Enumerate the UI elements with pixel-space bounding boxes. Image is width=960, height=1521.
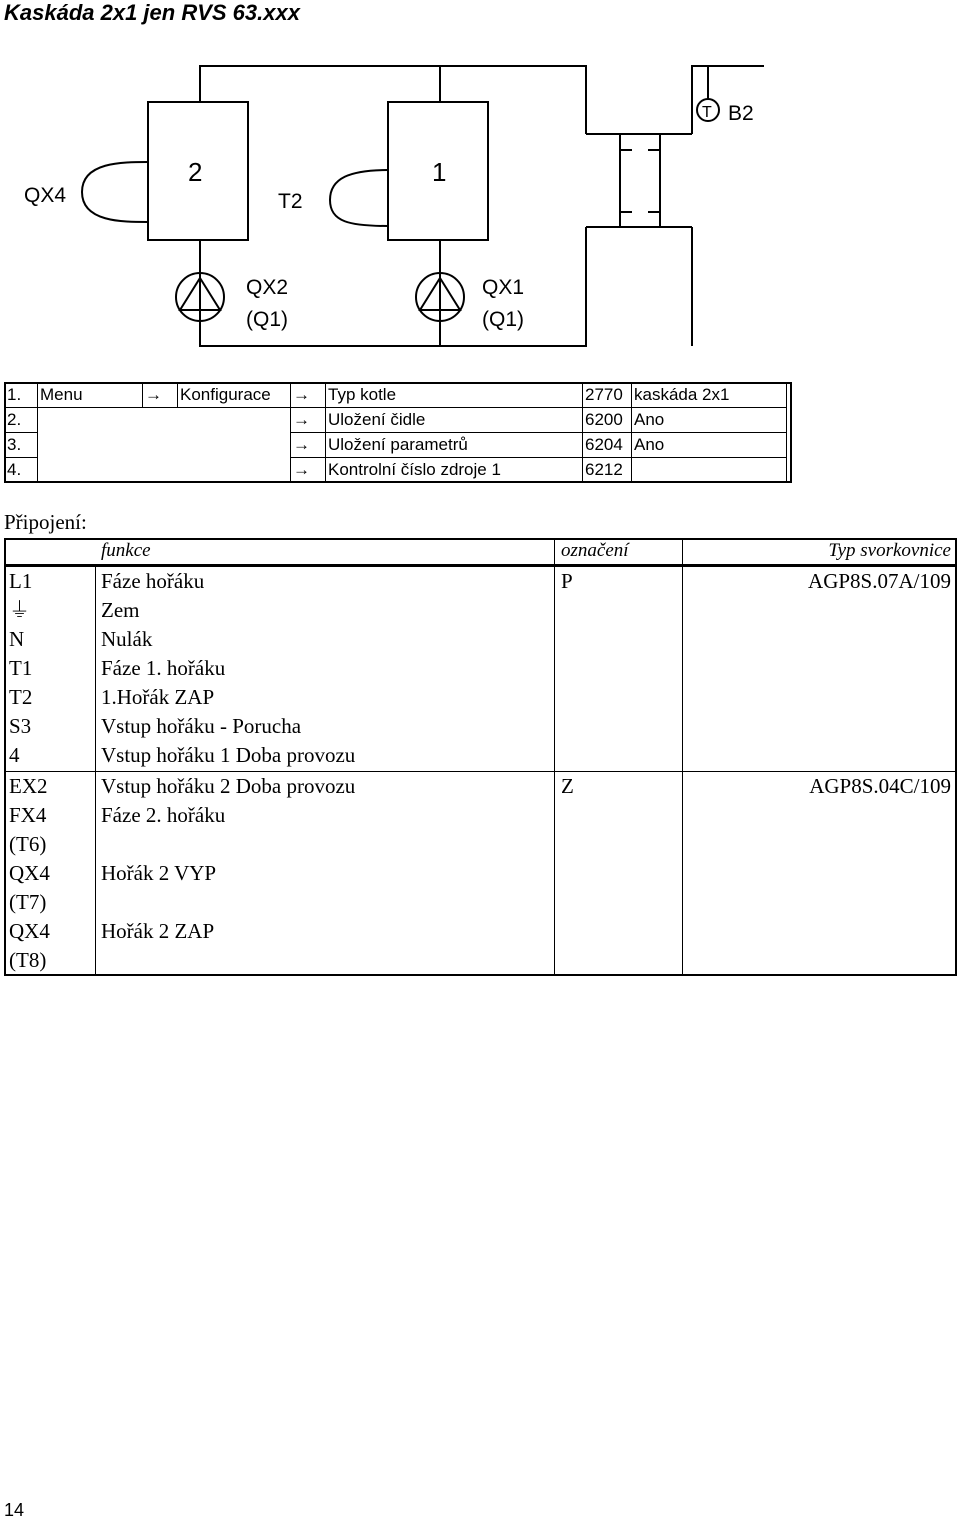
terminal-label: T2 <box>9 685 33 709</box>
terminal-label: S3 <box>9 714 32 738</box>
terminal-label: QX4 <box>9 861 50 885</box>
terminal-label: (T7) <box>9 890 47 914</box>
b2-label: B2 <box>728 102 754 125</box>
header-typ: Typ svorkovnice <box>828 540 951 561</box>
function-label: Vstup hořáku - Porucha <box>101 714 302 738</box>
cascade-diagram <box>0 0 960 380</box>
qx1-label: QX1 <box>482 276 525 299</box>
config-menu <box>38 458 143 483</box>
qx2-sub-label: (Q1) <box>246 308 288 331</box>
connections-table <box>4 538 957 976</box>
config-code: 6212 <box>583 458 632 483</box>
page-number: 14 <box>4 1500 25 1520</box>
qx2-label: QX2 <box>246 276 289 299</box>
config-value: Ano <box>632 408 787 433</box>
function-label: Fáze 1. hořáku <box>101 656 226 680</box>
function-label: Nulák <box>101 627 153 651</box>
terminal-label: 4 <box>9 743 20 767</box>
connections-title: Připojení: <box>4 510 87 534</box>
boiler-2-label: 2 <box>188 157 203 187</box>
qx4-label: QX4 <box>24 184 67 207</box>
config-code: 6204 <box>583 433 632 458</box>
config-konf <box>178 433 291 458</box>
arrow-icon: → <box>291 383 326 408</box>
function-label: Vstup hořáku 2 Doba provozu <box>101 774 356 798</box>
config-table <box>4 382 787 483</box>
config-row <box>5 408 787 433</box>
config-konf <box>178 408 291 433</box>
boiler-1-label: 1 <box>432 157 447 187</box>
terminal-label: FX4 <box>9 803 47 827</box>
config-item: Uložení parametrů <box>326 433 583 458</box>
config-row <box>5 433 787 458</box>
terminal-label: (T8) <box>9 948 47 972</box>
config-code: 2770 <box>583 383 632 408</box>
flue-2 <box>82 162 148 222</box>
function-label: Hořák 2 ZAP <box>101 919 215 943</box>
marking-label: P <box>561 569 573 593</box>
terminal-label: T1 <box>9 656 33 680</box>
config-menu <box>38 433 143 458</box>
terminal-label: EX2 <box>9 774 48 798</box>
t2-label: T2 <box>278 190 303 213</box>
arrow-icon: → <box>291 408 326 433</box>
qx1-sub-label: (Q1) <box>482 308 524 331</box>
config-menu <box>38 408 143 433</box>
config-value: Ano <box>632 433 787 458</box>
header-funkce: funkce <box>101 540 151 561</box>
function-label: Fáze hořáku <box>101 569 205 593</box>
sensor-t-label: T <box>702 104 712 121</box>
terminal-label: QX4 <box>9 919 50 943</box>
config-konf <box>178 458 291 483</box>
config-item: Typ kotle <box>326 383 583 408</box>
config-num: 4. <box>5 458 38 483</box>
terminal-label: L1 <box>9 569 33 593</box>
config-item: Uložení čidle <box>326 408 583 433</box>
arrow-icon: → <box>291 433 326 458</box>
terminal-label: N <box>9 627 25 651</box>
config-code: 6200 <box>583 408 632 433</box>
terminal-type-label: AGP8S.07A/109 <box>808 569 951 593</box>
terminal-label: ⏚ <box>9 598 30 622</box>
function-label: Vstup hořáku 1 Doba provozu <box>101 743 356 767</box>
terminal-label: (T6) <box>9 832 47 856</box>
terminal-type-label: AGP8S.04C/109 <box>809 774 951 798</box>
flue-1 <box>330 170 388 226</box>
marking-label: Z <box>561 774 574 798</box>
config-num: 1. <box>5 383 38 408</box>
hydraulic-separator <box>620 134 660 227</box>
config-konf: Konfigurace <box>178 383 291 408</box>
config-value: kaskáda 2x1 <box>632 383 787 408</box>
function-label: Hořák 2 VYP <box>101 861 217 885</box>
config-row <box>5 383 787 408</box>
function-label: 1.Hořák ZAP <box>101 685 215 709</box>
function-label: Fáze 2. hořáku <box>101 803 226 827</box>
config-menu: Menu <box>38 383 143 408</box>
config-value <box>632 458 787 483</box>
header-oznaceni: označení <box>561 540 629 561</box>
arrow-icon: → <box>143 383 178 408</box>
config-item: Kontrolní číslo zdroje 1 <box>326 458 583 483</box>
arrow-icon: → <box>291 458 326 483</box>
page-title: Kaskáda 2x1 jen RVS 63.xxx <box>4 0 300 25</box>
function-label: Zem <box>101 598 140 622</box>
config-num: 3. <box>5 433 38 458</box>
config-row <box>5 458 787 483</box>
config-num: 2. <box>5 408 38 433</box>
